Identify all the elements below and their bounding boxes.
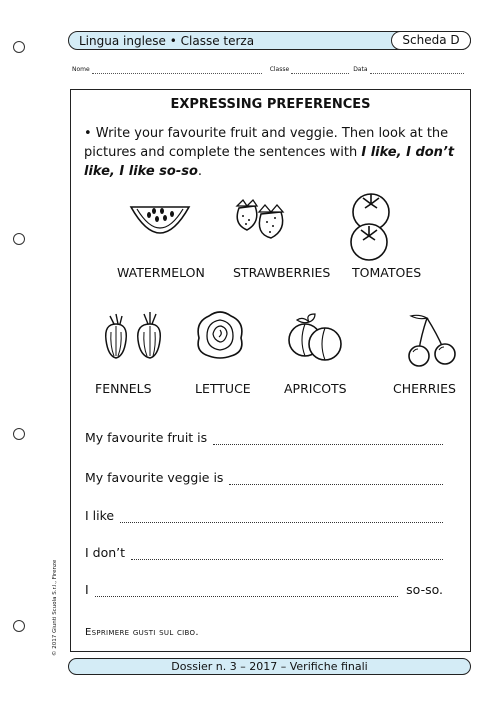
copyright-notice: © 2017 Giunti Scuola S.r.l., Firenze [52, 559, 58, 656]
date-field[interactable] [370, 66, 464, 74]
name-field[interactable] [92, 66, 262, 74]
exercise-title: EXPRESSING PREFERENCES [170, 97, 371, 112]
footer-text: Dossier n. 3 – 2017 – Verifiche finali [171, 660, 368, 673]
student-fields [72, 66, 468, 74]
sentence-text: I [85, 582, 89, 597]
footer-bar [68, 658, 471, 675]
picture-label-strawberries: STRAWBERRIES [233, 265, 331, 280]
sentence-i-dont [85, 545, 443, 560]
date-label: Data [353, 66, 368, 73]
binder-hole-top [13, 41, 25, 53]
answer-line[interactable] [229, 473, 443, 485]
binder-hole-bottom [13, 620, 25, 632]
lettuce-picture [193, 308, 247, 360]
instructions [84, 124, 464, 181]
picture-label-fennels: FENNELS [95, 381, 152, 396]
learning-objective-caption: Esprimere gusti sul cibo. [85, 627, 199, 638]
class-label: Classe [269, 66, 290, 73]
answer-line[interactable] [213, 433, 443, 445]
exercise-box [70, 89, 471, 652]
instructions-phrases: I like, I don’t like, I like so-so [84, 145, 455, 179]
sentence-i-so-so [85, 582, 443, 597]
instructions-text: • Write your favourite fruit and veggie. Then look at the pictures and complete the sentences with [84, 126, 449, 160]
tomatoes-picture [347, 190, 391, 264]
picture-label-apricots: APRICOTS [284, 381, 347, 396]
sentence-i-like [85, 508, 443, 523]
strawberries-picture [231, 194, 291, 239]
watermelon-picture [129, 203, 191, 241]
answer-line[interactable] [131, 548, 443, 560]
answer-line[interactable] [95, 585, 398, 597]
binder-hole-middle [13, 233, 25, 245]
name-label: Nome [72, 66, 90, 73]
class-field[interactable] [291, 66, 349, 74]
picture-label-watermelon: WATERMELON [117, 265, 205, 280]
sentence-text: My favourite veggie is [85, 470, 224, 485]
sentence-ending: so-so. [406, 582, 443, 597]
sentence-text: My favourite fruit is [85, 430, 208, 445]
answer-line[interactable] [120, 511, 443, 523]
binder-hole-lower [13, 428, 25, 440]
picture-label-cherries: CHERRIES [393, 381, 456, 396]
instructions-suffix: . [197, 164, 203, 179]
sheet-label: Scheda D [391, 31, 471, 50]
fennels-picture [98, 310, 170, 360]
sentence-text: I don’t [85, 545, 126, 560]
cherries-picture [405, 312, 461, 368]
sentence-favourite-veggie [85, 470, 443, 485]
picture-label-tomatoes: TOMATOES [352, 265, 422, 280]
picture-label-lettuce: LETTUCE [195, 381, 251, 396]
sentence-text: I like [85, 508, 115, 523]
apricots-picture [285, 312, 345, 364]
header-bar [68, 31, 471, 50]
subject-label: Lingua inglese • Classe terza [79, 34, 255, 48]
sentence-favourite-fruit [85, 430, 443, 445]
